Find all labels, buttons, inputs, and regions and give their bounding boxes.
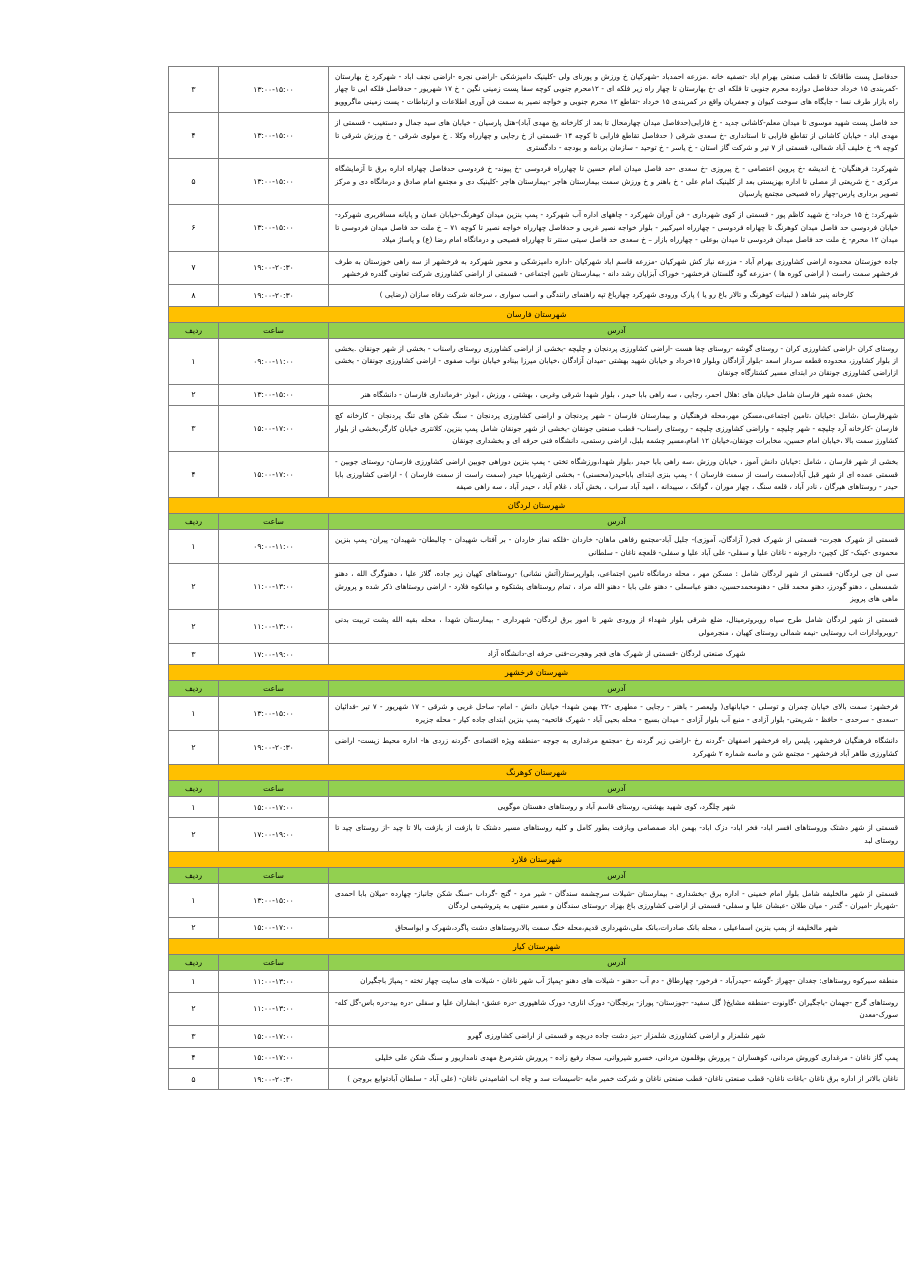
cell-time: ۱۹:۰۰-۲۰:۳۰: [219, 251, 329, 285]
county-title: شهرستان فرخشهر: [169, 665, 905, 681]
county-title: شهرستان فلارد: [169, 852, 905, 868]
cell-time: ۱۱:۰۰-۱۳:۰۰: [219, 610, 329, 644]
cell-row-number: ۴: [169, 1047, 219, 1068]
cell-row-number: ۱: [169, 530, 219, 564]
table-row: [169, 452, 905, 498]
cell-time: ۱۵:۰۰-۱۷:۰۰: [219, 796, 329, 817]
column-header-row: [169, 681, 905, 697]
county-header-row: [169, 306, 905, 322]
cell-time: ۱۳:۰۰-۱۵:۰۰: [219, 884, 329, 918]
table-row: [169, 697, 905, 731]
column-header-address: آدرس: [329, 322, 905, 338]
cell-row-number: ۱: [169, 697, 219, 731]
column-header-address: آدرس: [329, 514, 905, 530]
table-row: [169, 564, 905, 610]
cell-row-number: ۱: [169, 971, 219, 992]
cell-row-number: ۲: [169, 731, 219, 765]
county-header-row: [169, 939, 905, 955]
column-header-row: [169, 322, 905, 338]
column-header-row: [169, 955, 905, 971]
column-header-row-number: ردیف: [169, 955, 219, 971]
table-row: [169, 338, 905, 384]
cell-row-number: ۳: [169, 1026, 219, 1047]
cell-row-number: ۴: [169, 113, 219, 159]
cell-row-number: ۵: [169, 159, 219, 205]
cell-time: ۱۱:۰۰-۱۳:۰۰: [219, 564, 329, 610]
cell-row-number: ۱: [169, 884, 219, 918]
cell-time: ۱۵:۰۰-۱۷:۰۰: [219, 1047, 329, 1068]
cell-address: شهرکرد: خ ۱۵ خرداد- خ شهید کاظم پور - قسمتی از کوی شهرداری - فن آوران شهرکرد - چاههای اداره آب شهرکرد - پمپ بنزین میدان کوهرنگ-خیابان عمان و پایانه مسافربری شهرکرد- خیابان فردوسی حد فاصل میدان کوهرنگ تا چهاراه فردوسی - چهارراه امیرکبیر - بلوار خواجه نصیر غربی و حدفاصل چهارراه خواجه نصیر تا کوچه ۷۱ – خ ملت حد فاصل میدان فردوسی تا میدان ۱۲ محرم- خ ملت حد فاصل میدان فردوسی تا میدان بوعلی - چهارراه بازار – خ سعدی حد فاصل سیتی سنتر تا چهارراه فصیحی و درمانگاه امام رضا (ع) و پاساژ میلاد: [329, 205, 905, 251]
cell-time: ۱۱:۰۰-۱۳:۰۰: [219, 992, 329, 1026]
column-header-time: ساعت: [219, 868, 329, 884]
cell-time: ۱۹:۰۰-۲۰:۳۰: [219, 285, 329, 306]
table-row: [169, 644, 905, 665]
cell-time: ۱۱:۰۰-۱۳:۰۰: [219, 971, 329, 992]
cell-address: شهرک صنعتی لردگان -قسمتی از شهرک های فجر وهجرت-فنی حرفه ای-دانشگاه آزاد: [329, 644, 905, 665]
cell-time: ۱۹:۰۰-۲۰:۳۰: [219, 1069, 329, 1090]
cell-address: دانشگاه فرهنگیان فرخشهر، پلیس راه فرخشهر اصفهان -گردنه رخ -اراضی زیر گردنه رخ -مجتمع مرغداری به جوجه -منطقه ویژه اقتصادی -گردنه زردی ها- اداره محیط زیست- اراضی کشاورزی طاهر آباد فرخشهر - مجتمع شن و ماسه شماره ۲ شهرکرد: [329, 731, 905, 765]
cell-address: جاده خوزستان محدوده اراضی کشاورزی بهرام آباد - مزرعه نیاز کش شهرکیان -مزرعه قاسم اباد شهرکیان -اداره دامپزشکی و محور شهرکرد به فرخشهر از سه راهی خوزستان به طرف فرخشهر سمت راست ( اراضی کوره ها ) -مزرعه گود گلستان فرخشهر- خوراک آبزایان رشد دانه - بیمارستان تامین اجتماعی - قسمتی از اراضی کشاورزی شرکت تعاونی گلدره فرخشهر: [329, 251, 905, 285]
cell-row-number: ۲: [169, 917, 219, 938]
cell-time: ۱۹:۰۰-۲۰:۳۰: [219, 731, 329, 765]
table-row: [169, 1026, 905, 1047]
county-title: شهرستان فارسان: [169, 306, 905, 322]
cell-address: فرخشهر: سمت بالای خیابان چمران و توسلی - خیابانهای( ولیعصر - باهنر - رجایی - مطهری -۲۲ بهمن شهدا- خیابان دانش - امام- ساحل غربی و شرقی - ۱۷ شهریور - ۷ تیر -فدائیان -سعدی - سرحدی - حافظ - شریعتی- بلوار آزادی - منبع آب بلوار آزادی - میدان بسیج - محله بحیی آباد - شهرک فاتحیه- پمپ بنزین ابتدای جاده کیار - محله جزیره: [329, 697, 905, 731]
cell-address: پمپ گاز ناغان - مرغداری کوروش مردانی، کوهساران - پرورش بوقلمون مردانی، خسرو شیروانی، سجاد رفیع زاده - پرورش شترمرغ مهدی نامداریور و سنگ شکن علی خلیلی: [329, 1047, 905, 1068]
table-row: [169, 406, 905, 452]
column-header-row-number: ردیف: [169, 514, 219, 530]
table-row: [169, 818, 905, 852]
table-row: [169, 530, 905, 564]
cell-time: ۱۷:۰۰-۱۹:۰۰: [219, 644, 329, 665]
cell-row-number: ۱: [169, 338, 219, 384]
cell-address: شهر چلگرد، کوی شهید بهشتی، روستای قاسم آباد و روستاهای دهستان موگویی: [329, 796, 905, 817]
column-header-address: آدرس: [329, 868, 905, 884]
table-row: [169, 384, 905, 405]
table-row: [169, 1069, 905, 1090]
cell-address: قسمتی از شهرک هجرت- قسمتی از شهرک فجر( آزادگان، آموزی)- جلیل آباد-مجتمع رفاهی ماهان- خاردان -فلکه نماز خاردان - بر آفتاب شهیدان - چالبطان- شهیدان- پیران- پمپ بنزین محمودی -کینک- کل کچین- دارجونه - ناغان علیا و سفلی- علی آباد علیا و سفلی- قلعچه ناغان - سلطانی: [329, 530, 905, 564]
county-title: شهرستان کوهرنگ: [169, 764, 905, 780]
cell-address: بخشی از شهر فارسان ، شامل :خیابان دانش آموز ، خیابان ورزش ،سه راهی بابا حیدر ،بلوار شهدا،ورزشگاه تختی - پمپ بنزین دوراهی جوبین اراضی کشاورزی فارسان- روستای جوبین - قسمتی عمده ای از شهر قبل آباد(سمت راست از سمت فارسان ) - پمپ بنزی ابتدای باباحیدر(محسنی) - بخشی ازشهربابا حیدر (سمت راست از سمت فارسان ) - اراضی کشاورزی بابا حیدر - روستاهای هیرگان ، نادر آباد ، قلعه سنگ ، چهار موران ، گوانک ، سپیدانه ، امید آباد سراب ، بخش آباد ، غلام آباد ، حیدر آباد ، سه راهی صیفه: [329, 452, 905, 498]
cell-time: ۰۹:۰۰-۱۱:۰۰: [219, 530, 329, 564]
table-row: [169, 917, 905, 938]
cell-row-number: ۴: [169, 452, 219, 498]
column-header-row-number: ردیف: [169, 322, 219, 338]
county-header-row: [169, 498, 905, 514]
cell-time: ۱۷:۰۰-۱۹:۰۰: [219, 818, 329, 852]
table-row: [169, 113, 905, 159]
cell-address: شهر شلمزار و اراضی کشاورزی شلمزار -دیز دشت جاده دربچه و قسمتی از اراضی کشاورزی گهرو: [329, 1026, 905, 1047]
cell-row-number: ۳: [169, 644, 219, 665]
column-header-address: آدرس: [329, 955, 905, 971]
table-row: [169, 67, 905, 113]
cell-row-number: ۵: [169, 1069, 219, 1090]
table-row: [169, 251, 905, 285]
cell-time: ۱۳:۰۰-۱۵:۰۰: [219, 205, 329, 251]
cell-time: ۱۵:۰۰-۱۷:۰۰: [219, 406, 329, 452]
column-header-row-number: ردیف: [169, 868, 219, 884]
cell-time: ۰۹:۰۰-۱۱:۰۰: [219, 338, 329, 384]
cell-address: ناغان بالاتر از اداره برق ناغان -باغات ناغان- قطب صنعتی ناغان- قطب صنعتی ناغان و شرکت خمیر مایه -تاسیسات سد و چاه اب اشامیدنی ناغان- (علی آباد - سلطان آبادتوابع بروجن ): [329, 1069, 905, 1090]
cell-address: کارخانه پنیر شاهد ( لبنیات کوهرنگ و تالار باغ رو یا ) پارک ورودی شهرکرد چهارباغ تپه راهنمای رانندگی و اسب سواری ، سرخانه شرکت رفاه سازان (رضایی ): [329, 285, 905, 306]
cell-address: شهرفارسان ،شامل :خیابان ،تامین اجتماعی،مسکن مهر،محله فرهنگیان و بیمارستان فارسان - شهر پردنجان و اراضی کشاورزی پردنجان - سنگ شکن های تنگ پردنجان - کارخانه کچ فارسان -کارخانه آرد چلیچه - شهر چلیچه - واراضی کشاورزی چلیچه - روستای راسناب- قطب صنعتی جونقان -بخشی از شهر جونقان شامل پمپ بنزین، کلانتری خیابان کارگر،بخشی از بلوار کشاورز سمت بالا ،خیابان امام حسین، مخابرات جونقان،خیابان ۱۲ امام،مسیر چشمه بلبل، اراضی رستمی، دانشگاه فنی حرفه ای و بخشداری جونقان: [329, 406, 905, 452]
cell-row-number: ۶: [169, 205, 219, 251]
cell-address: سی ان جی لردگان- قسمتی از شهر لردگان شامل : مسکن مهر ، محله درمانگاه تامین اجتماعی، بلوارپرستار(آتش نشانی) -روستاهای کهیان زیر جاده، گلاز علیا ، دهنوگرگ الله ، دهنو شمسعلی ، دهنو گودرز، دهنو محمد قلی - دهنومحمدحسین، دهنو عباسعلی - دهنو علی بابا - دهنو الله مراد ، تمام روستاهای پشتکوه و میانکوه فلارد - اراضی روستاهای ذکر شده و پرورش ماهی های پرویز: [329, 564, 905, 610]
table-row: [169, 884, 905, 918]
table-row: [169, 731, 905, 765]
cell-address: روستای کران -اراضی کشاورزی کران - روستای گوشه -روستای چغا هست -اراضی کشاورزی پردنجان و چلیچه -بخشی از اراضی کشاورزی روستای راسناب - بخشی از شهر جونقان .بخشی از بلوار کشاورز، محدوده قطعه سردار اسعد -بلوار آزادگان وبلوار ۱۵خرداد و خیابان شهید بهشتی -میدان آزادگان ،خیابان میرزا بینادو خیابان نواب صفوی - اراضی کشاورزی جونقان - بخشی ازاراضی کشاورزی جونقان در ابتدای مسیر کشتارگاه جونقان: [329, 338, 905, 384]
column-header-time: ساعت: [219, 780, 329, 796]
table-row: [169, 610, 905, 644]
county-header-row: [169, 665, 905, 681]
table-row: [169, 285, 905, 306]
cell-address: حد فاصل پست شهید موسوی تا میدان معلم-کاشانی جدید - خ فارابی(حدفاصل میدان چهارمحال تا بعد از کارخانه یخ مهدی آباد)-هتل پارسیان - خیابان های سید جمال و دستغیب - قسمتی از مهدی اباد - خیابان کاشانی از تقاطع فارابی تا استانداری -خ سعدی شرقی ( حدفاصل تقاطع فارابی تا کوچه ۱۴ -قسمتی از خ رجایی و چهارراه وکلا . خ مولوی شرقی - خ ورزش شرقی تا کوچه ۹- خ خلیف آباد شمالی، قسمتی از ۷ تیر و شرکت گاز استان - خ یاسر - خ توحید - سازمان برنامه و بودجه - دادگستری: [329, 113, 905, 159]
table-row: [169, 796, 905, 817]
cell-row-number: ۲: [169, 610, 219, 644]
cell-time: ۱۵:۰۰-۱۷:۰۰: [219, 452, 329, 498]
county-title: شهرستان کیار: [169, 939, 905, 955]
cell-time: ۱۳:۰۰-۱۵:۰۰: [219, 384, 329, 405]
cell-address: حدفاصل پست طاقانک تا قطب صنعتی بهرام اباد -تصفیه خانه .مزرعه احمدباد -شهرکیان خ ورزش و پورنای ولی -کلینیک دامپزشکی -اراضی نجره -اراضی نجف اباد - شهرکرد خ بهارستان -کمربندی ۱۵ خرداد حدفاصل دوازده محرم جنوبی تا فلکه ای -خ بهارستان تا چهار راه زیر فلکه ای - ۱۲محرم جنوبی کوچه سفا پست زمینی نگین - خ ۱۷ شهریور - حدفاصل فلکه ابی تا چهار راه بازار طرف نسا - جایگاه های سوخت کیوان و جعفریان واقع در کمربندی ۱۵ خرداد -تقاطع ۱۲ محرم جنوبی و خواجه نصیر به سمت فن آوری اطلاعات و ارتباطات - پست زمینی ماگروویو: [329, 67, 905, 113]
column-header-address: آدرس: [329, 780, 905, 796]
cell-time: ۱۳:۰۰-۱۵:۰۰: [219, 159, 329, 205]
cell-row-number: ۷: [169, 251, 219, 285]
county-header-row: [169, 764, 905, 780]
cell-address: منطقه سیرکوه روستاهای: جغدان -چهراز -گوشه -حیدرآباد - فرخور- چهارطاق - دم آب -دهنو - شیلات های دهنو -پمپاژ آب شهر ناغان - شیلات های سایت چهار تخته - پمپاژ باجگیران: [329, 971, 905, 992]
cell-address: شهرکرد: فرهنگیان- خ اندیشه -خ پروین اعتصامی - خ پیروزی -خ سعدی -حد فاصل میدان امام حسین تا چهارراه فردوسی -خ پیوند- خ فردوسی حدفاصل چهاراه اداره برق تا آزمایشگاه مرکزی - خ شریعتی از مصلی تا اداره بهزیستی بعد از کلینیک امام علی - خ باهنر و خ ورزش سمت بیمارستان هاجر -بیمارستان هاجر -کلینیک دی و مجتمع امام صادق و درمانگاه دی و مرکز تصویر برداری پارس-چهار راه فصیحی مجتمع پارسیان: [329, 159, 905, 205]
outage-schedule-table: [168, 66, 905, 1090]
table-row: [169, 1047, 905, 1068]
county-title: شهرستان لردگان: [169, 498, 905, 514]
column-header-row: [169, 514, 905, 530]
table-body: [169, 67, 905, 1090]
table-row: [169, 205, 905, 251]
column-header-row: [169, 780, 905, 796]
cell-row-number: ۱: [169, 796, 219, 817]
cell-row-number: ۳: [169, 406, 219, 452]
table-row: [169, 992, 905, 1026]
cell-row-number: ۲: [169, 818, 219, 852]
table-row: [169, 159, 905, 205]
column-header-address: آدرس: [329, 681, 905, 697]
cell-address: قسمتی از شهر دشتک وروستاهای افسر اباد- فخر اباد- دزک اباد- بهمن اباد صمصامی وبازفت بطور کامل و کلیه روستاهای مسیر دشتک تا بازفت از بازفت بالا تا چید -از روستای چید تا روستای لبد: [329, 818, 905, 852]
column-header-time: ساعت: [219, 514, 329, 530]
column-header-time: ساعت: [219, 681, 329, 697]
column-header-time: ساعت: [219, 322, 329, 338]
column-header-time: ساعت: [219, 955, 329, 971]
cell-time: ۱۳:۰۰-۱۵:۰۰: [219, 697, 329, 731]
cell-time: ۱۳:۰۰-۱۵:۰۰: [219, 113, 329, 159]
county-header-row: [169, 852, 905, 868]
cell-row-number: ۲: [169, 384, 219, 405]
column-header-row-number: ردیف: [169, 681, 219, 697]
cell-time: ۱۵:۰۰-۱۷:۰۰: [219, 917, 329, 938]
cell-address: بخش عمده شهر فارسان شامل خیابان های :هلال احمر، رجایی ، سه راهی بابا حیدر ، بلوار شهدا شرقی وغربی ، بهشتی ، ورزش ، ابوذر -فرمانداری فارسان - دانشگاه هنر: [329, 384, 905, 405]
cell-address: شهر مالخلیفه از پمپ بنزین اسماعیلی ، محله بانک صادرات،بانک ملی،شهرداری قدیم،محله خنگ سمت بالا،روستاهای دشت پاگرد،شهرک و ابواسحاق: [329, 917, 905, 938]
table-row: [169, 971, 905, 992]
cell-address: روستاهای گرج -جهمان -باجگیران -گاونوت -منطقه مشایخ( گل سفید- -جوزستان- پوراز- برنجگان- دورک اناری- دورک شاهپوری -دره عشق- ابشاران علیا و سفلی -دره بید-دره باس-گل کله-سورک-معدن: [329, 992, 905, 1026]
cell-row-number: ۲: [169, 992, 219, 1026]
cell-row-number: ۸: [169, 285, 219, 306]
cell-row-number: ۲: [169, 564, 219, 610]
cell-address: قسمتی از شهر مالخلیفه شامل بلوار امام خمینی - اداره برق -بخشداری - بیمارستان -شیلات سرچشمه سندگان - شیر مرد - گنج -گرداب -سنگ شکن جانباز- چهارده -میلان بابا احمدی -شهربار -امیران - گندر - میان طلان -عبشان علیا و سفلی- قسمتی از اراضی کشاورزی باغ بهزاد -روستای سندگان و مسیر منتهی به پتروشیمی لردگان: [329, 884, 905, 918]
cell-row-number: ۳: [169, 67, 219, 113]
cell-time: ۱۵:۰۰-۱۷:۰۰: [219, 1026, 329, 1047]
column-header-row: [169, 868, 905, 884]
cell-address: قسمتی از شهر لردگان شامل طرح سیاه روبروترمینال، ضلع شرقی بلوار شهداء از ورودی شهر تا امور برق لردگان- شهرداری - بیمارستان شهدا ، محله بقیه الله پشت تربیت بدنی -روبروادارات اب روستایی -نیمه شمالی روستای کهیان ، منجرمولی: [329, 610, 905, 644]
column-header-row-number: ردیف: [169, 780, 219, 796]
cell-time: ۱۳:۰۰-۱۵:۰۰: [219, 67, 329, 113]
